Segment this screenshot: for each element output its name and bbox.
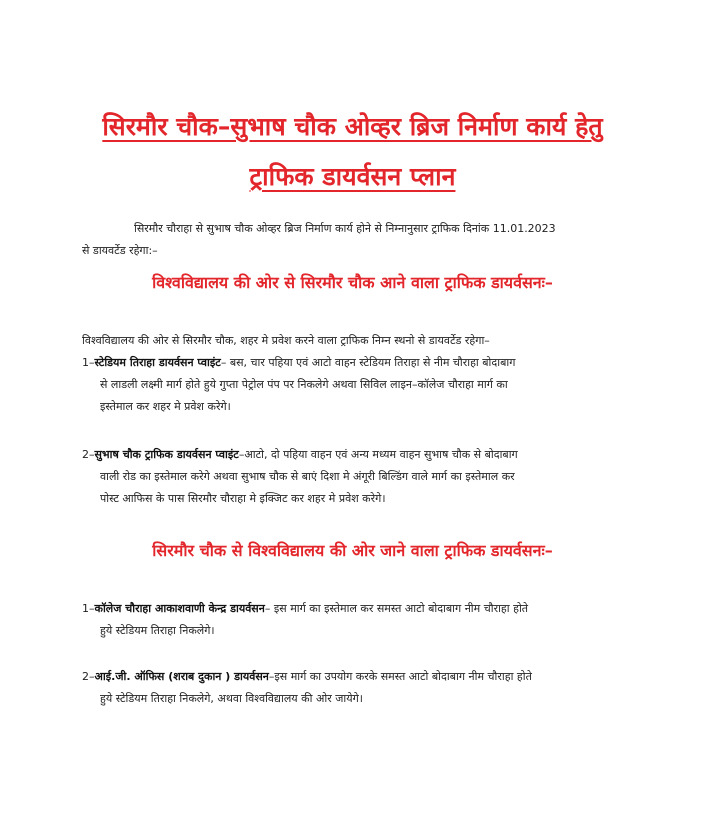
item-number: 2–	[82, 670, 95, 683]
intro-line-1: सिरमौर चौराहा से सुभाष चौक ओव्हर ब्रिज निर्माण कार्य होने से निम्नानुसार ट्राफिक दिनांक 11.01.2023	[134, 222, 556, 235]
item-label: कॉलेज चौराहा आकाशवाणी केन्द्र डायर्वसन	[94, 602, 265, 615]
item-number: 1–	[82, 356, 95, 369]
intro-paragraph	[82, 218, 672, 262]
intro-line-2: से डायवर्टेड रहेगा:–	[82, 244, 158, 257]
section-1-item-1	[82, 352, 674, 418]
section-2-item-1	[82, 598, 674, 642]
item-text: –आटो, दो पहिया वाहन एवं अन्य मध्यम वाहन सुभाष चौक से बोदाबाग	[238, 448, 518, 461]
item-label: सुभाष चौक ट्राफिक डायर्वसन प्वाइंट	[94, 448, 239, 461]
section-1-heading: विश्वविद्यालय की ओर से सिरमौर चौक आने वाला ट्राफिक डायर्वसनः–	[152, 273, 553, 292]
item-label: आई.जी. ऑफिस (शराब दुकान ) डायर्वसन	[94, 670, 269, 683]
item-text: पोस्ट आफिस के पास सिरमौर चौराहा मे इक्जिट कर शहर मे प्रवेश करेगे।	[100, 492, 386, 505]
item-text: – इस मार्ग का इस्तेमाल कर समस्त आटो बोदाबाग नीम चौराहा होते	[264, 602, 529, 615]
item-number: 1–	[82, 602, 95, 615]
item-text: से लाडली लक्ष्मी मार्ग होते हुये गुप्ता पेट्रोल पंप पर निकलेगे अथवा सिविल लाइन–कॉलेज चौराहा मार्ग का	[100, 378, 508, 391]
title-line-1: सिरमौर चौक–सुभाष चौक ओव्हर ब्रिज निर्माण कार्य हेतु	[102, 112, 603, 141]
section-1-lead: विश्वविद्यालय की ओर से सिरमौर चौक, शहर मे प्रवेश करने वाला ट्राफिक निम्न स्थनो से डायवर्टेड रहेगा–	[82, 334, 490, 347]
item-text: हुये स्टेडियम तिराहा निकलेगे।	[100, 624, 215, 637]
section-2-item-2	[82, 666, 674, 710]
section-2-heading: सिरमौर चौक से विश्वविद्यालय की ओर जाने वाला ट्राफिक डायर्वसनः–	[152, 541, 553, 560]
item-text: वाली रोड का इस्तेमाल करेगे अथवा सुभाष चौक से बाएं दिशा मे अंगूरी बिल्डिंग वाले मार्ग का इस्तेमाल कर	[100, 470, 515, 483]
item-text: इस्तेमाल कर शहर मे प्रवेश करेगे।	[100, 400, 231, 413]
section-1-item-2	[82, 444, 674, 510]
item-text: – बस, चार पहिया एवं आटो वाहन स्टेडियम तिराहा से नीम चौराहा बोदाबाग	[220, 356, 516, 369]
item-label: स्टेडियम तिराहा डायर्वसन प्वाइंट	[94, 356, 221, 369]
item-text: –इस मार्ग का उपयोग करके समस्त आटो बोदाबाग नीम चौराहा होते	[268, 670, 532, 683]
item-number: 2–	[82, 448, 95, 461]
item-text: हुये स्टेडियम तिराहा निकलेगे, अथवा विश्वविद्यालय की ओर जायेगे।	[100, 692, 363, 705]
title-line-2: ट्राफिक डायर्वसन प्लान	[249, 162, 456, 191]
